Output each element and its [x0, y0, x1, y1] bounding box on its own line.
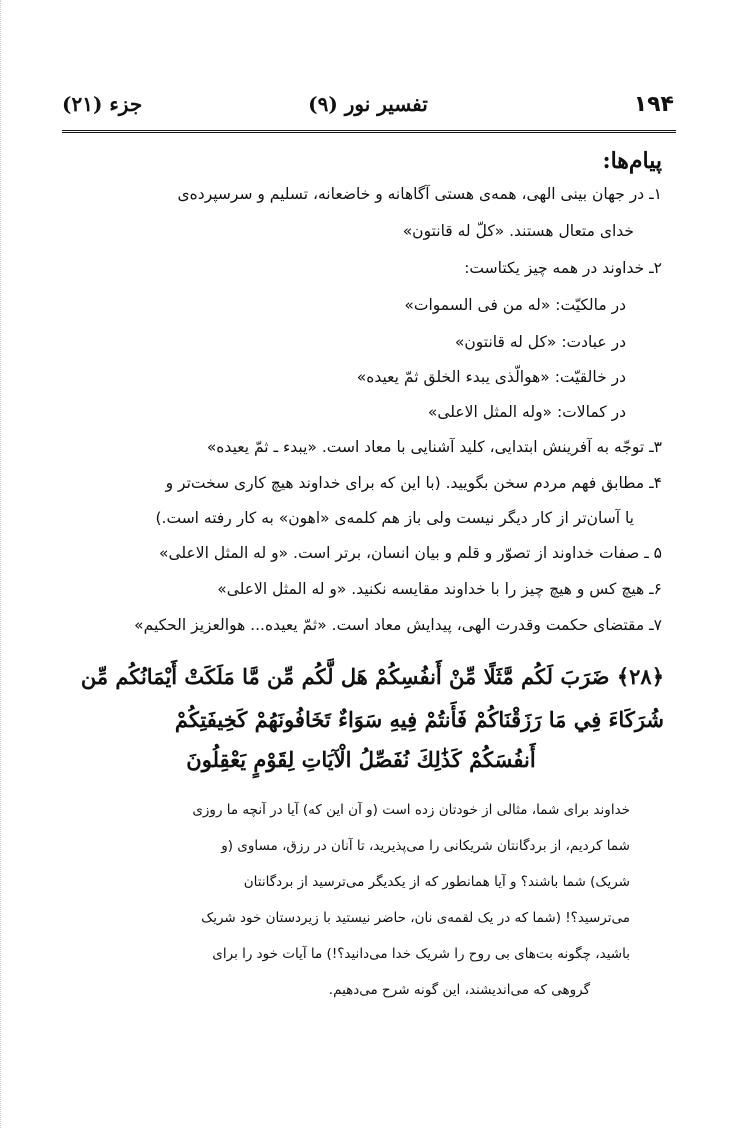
message-line-4-cont: یا آسان‌تر از کار دیگر نیست ولی باز هم کلمه‌ی «اهون» به کار رفته است.)	[155, 509, 634, 527]
message-line-3: ۳ـ توجّه به آفرینش ابتدایی، کلید آشنایی با معاد است. «یبدء ـ ثمّ یعیده»	[206, 438, 662, 456]
verse-line-2: شُرَكَاءَ فِي مَا رَزَقْنَاكُمْ فَأَنتُمْ فِيهِ سَوَاءٌ تَخَافُونَهُمْ كَخِيفَتِكُمْ	[174, 707, 664, 732]
header-divider	[62, 130, 676, 133]
translation-line-2: شما کردیم، از بردگانتان شریکانی را می‌پذیرید، تا آنان در رزق، مساوی (و	[221, 838, 630, 854]
message-line-4: ۴ـ مطابق فهم مردم سخن بگویید. (با این که برای خداوند هیچ کاری سخت‌تر و	[165, 474, 662, 492]
translation-line-1: خداوند برای شما، مثالی از خودتان زده است (و آن این که) آیا در آنچه ما روزی	[192, 802, 630, 818]
page-edge-dots	[0, 0, 7, 1128]
translation-line-6: گروهی که می‌اندیشند، این گونه شرح می‌دهیم.	[328, 982, 590, 998]
page-header	[62, 92, 674, 128]
message-line-5: ۵ ـ صفات خداوند از تصوّر و قلم و بیان انسان، برتر است. «و له المثل الاعلی»	[158, 544, 662, 562]
message-line-1: ۱ـ در جهان بینی الهی، همه‌ی هستی آگاهانه و خاضعانه، تسلیم و سرسپرده‌ی	[177, 185, 662, 203]
message-line-2-worship: در عبادت: «کل له قانتون»	[454, 333, 626, 351]
message-line-7: ۷ـ مقتضای حکمت وقدرت الهی، پیدایش معاد است. «ثمّ یعیده... هوالعزیز الحکیم»	[134, 616, 662, 634]
translation-line-4: می‌ترسید؟! (شما که در یک لقمه‌ی نان، حاضر نیستید با زیردستان خود شریک	[201, 910, 630, 926]
message-line-2-ownership: در مالکیّت: «له من فی السموات»	[404, 296, 626, 314]
message-line-2: ۲ـ خداوند در همه چیز یکتاست:	[464, 259, 662, 277]
verse-line-1: ﴿۲۸﴾ ضَرَبَ لَكُم مَّثَلًا مِّنْ أَنفُسِكُمْ هَل لَّكُم مِّن مَّا مَلَكَتْ أَيْمَانُكُم مِّن	[80, 664, 664, 689]
message-line-2-creation: در خالقیّت: «هوالّذی یبدء الخلق ثمّ یعیده»	[356, 368, 626, 386]
message-line-2-perfection: در کمالات: «وله المثل الاعلی»	[427, 403, 626, 421]
translation-line-5: باشید، چگونه بت‌های بی روح را شریک خدا می‌دانید؟!) ما آیات خود را برای	[212, 946, 630, 962]
translation-line-3: شریک) شما باشند؟ و آیا همانطور که از یکدیگر می‌ترسید از بردگانتان	[243, 874, 630, 890]
message-line-1-cont: خدای متعال هستند. «کلّ له قانتون»	[402, 222, 634, 240]
message-line-6: ۶ـ هیچ کس و هیچ چیز را با خداوند مقایسه نکنید. «و له المثل الاعلی»	[217, 580, 662, 598]
page-number: ۱۹۴	[633, 92, 674, 117]
messages-title: پیام‌ها:	[602, 148, 662, 174]
juz-label: جزء (۲۱)	[62, 92, 143, 116]
book-title: تفسیر نور (۹)	[308, 92, 428, 116]
verse-line-3: أَنفُسَكُمْ كَذَٰلِكَ نُفَصِّلُ الْآيَاتِ لِقَوْمٍ يَعْقِلُونَ	[186, 747, 536, 772]
